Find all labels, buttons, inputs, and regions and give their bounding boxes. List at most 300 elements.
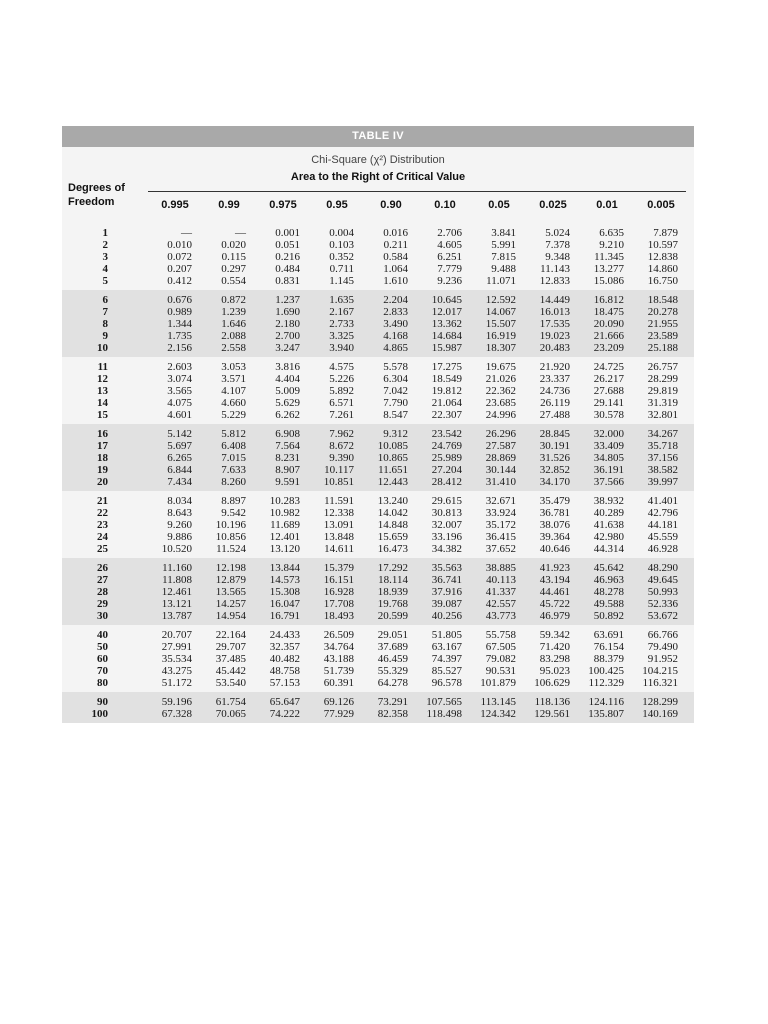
critical-value-cell: 11.524 xyxy=(216,543,246,555)
critical-value-cell: 24.996 xyxy=(485,409,516,421)
critical-value-cell: 31.410 xyxy=(485,476,516,488)
df-cell: 13 xyxy=(97,385,108,397)
df-column xyxy=(62,361,148,421)
critical-value-cell: 28.412 xyxy=(431,476,462,488)
critical-value-cell: 16.791 xyxy=(269,610,300,622)
critical-value-cell: 28.299 xyxy=(647,373,678,385)
critical-value-cell: 21.026 xyxy=(485,373,516,385)
value-column xyxy=(148,562,202,622)
critical-value-cell: 30.144 xyxy=(485,464,516,476)
value-column xyxy=(472,227,526,287)
row-group xyxy=(62,357,694,424)
critical-value-cell: 82.358 xyxy=(377,708,408,720)
critical-value-cell: 0.676 xyxy=(167,294,192,306)
critical-value-cell: 65.647 xyxy=(269,696,300,708)
critical-value-cell: 7.261 xyxy=(329,409,354,421)
critical-value-cell: 63.167 xyxy=(431,641,462,653)
critical-value-cell: 88.379 xyxy=(593,653,624,665)
critical-value-cell: 0.584 xyxy=(383,251,408,263)
value-column xyxy=(256,227,310,287)
critical-value-cell: 20.090 xyxy=(593,318,624,330)
critical-value-cell: 27.204 xyxy=(431,464,462,476)
critical-value-cell: 32.801 xyxy=(647,409,678,421)
critical-value-cell: 10.117 xyxy=(324,464,354,476)
df-column-spacer xyxy=(62,199,148,215)
critical-value-cell: 3.074 xyxy=(167,373,192,385)
critical-value-cell: 9.348 xyxy=(545,251,570,263)
df-cell: 21 xyxy=(97,495,108,507)
critical-value-cell: 12.443 xyxy=(377,476,408,488)
critical-value-cell: 35.534 xyxy=(161,653,192,665)
critical-value-cell: 71.420 xyxy=(539,641,570,653)
critical-value-cell: 113.145 xyxy=(480,696,516,708)
df-cell: 9 xyxy=(102,330,108,342)
critical-value-cell: 112.329 xyxy=(588,677,624,689)
critical-value-cell: 18.493 xyxy=(323,610,354,622)
critical-value-cell: 12.838 xyxy=(647,251,678,263)
row-group xyxy=(62,290,694,357)
critical-value-cell: 13.787 xyxy=(161,610,192,622)
critical-value-cell: 32.852 xyxy=(539,464,570,476)
critical-value-cell: 44.181 xyxy=(647,519,678,531)
critical-value-cell: 27.587 xyxy=(485,440,516,452)
critical-value-cell: 11.345 xyxy=(594,251,624,263)
critical-value-cell: 16.919 xyxy=(485,330,516,342)
value-column xyxy=(526,227,580,287)
header-rule xyxy=(148,191,686,192)
critical-value-cell: — xyxy=(181,227,192,239)
critical-value-cell: 3.247 xyxy=(275,342,300,354)
critical-value-cell: 14.573 xyxy=(269,574,300,586)
critical-value-cell: 24.433 xyxy=(269,629,300,641)
value-column xyxy=(472,428,526,488)
critical-value-cell: 7.790 xyxy=(383,397,408,409)
critical-value-cell: 2.733 xyxy=(329,318,354,330)
critical-value-cell: 3.325 xyxy=(329,330,354,342)
critical-value-cell: 28.869 xyxy=(485,452,516,464)
critical-value-cell: 16.047 xyxy=(269,598,300,610)
critical-value-cell: 55.329 xyxy=(377,665,408,677)
critical-value-cell: 37.916 xyxy=(431,586,462,598)
critical-value-cell: 20.599 xyxy=(377,610,408,622)
value-column xyxy=(256,428,310,488)
critical-value-cell: 70.065 xyxy=(215,708,246,720)
critical-value-cell: 28.845 xyxy=(539,428,570,440)
critical-value-cell: 22.362 xyxy=(485,385,516,397)
df-column xyxy=(62,696,148,720)
value-column xyxy=(364,495,418,555)
critical-value-cell: 40.289 xyxy=(593,507,624,519)
critical-value-cell: 63.691 xyxy=(593,629,624,641)
critical-value-cell: 5.991 xyxy=(491,239,516,251)
critical-value-cell: 0.001 xyxy=(275,227,300,239)
value-column xyxy=(148,294,202,354)
df-cell: 5 xyxy=(102,275,108,287)
value-column xyxy=(202,629,256,689)
critical-value-cell: 12.461 xyxy=(161,586,192,598)
value-column xyxy=(364,428,418,488)
critical-value-cell: 37.689 xyxy=(377,641,408,653)
critical-value-cell: 3.841 xyxy=(491,227,516,239)
df-cell: 22 xyxy=(97,507,108,519)
critical-value-cell: 11.591 xyxy=(324,495,354,507)
critical-value-cell: 101.879 xyxy=(480,677,516,689)
value-column xyxy=(418,696,472,720)
critical-value-cell: 18.549 xyxy=(431,373,462,385)
critical-value-cell: 10.982 xyxy=(269,507,300,519)
critical-value-cell: 20.483 xyxy=(539,342,570,354)
critical-value-cell: 49.588 xyxy=(593,598,624,610)
critical-value-cell: 29.051 xyxy=(377,629,408,641)
critical-value-cell: 31.319 xyxy=(647,397,678,409)
critical-value-cell: 39.364 xyxy=(539,531,570,543)
value-column xyxy=(472,696,526,720)
critical-value-cell: 7.815 xyxy=(491,251,516,263)
critical-value-cell: 26.296 xyxy=(485,428,516,440)
critical-value-cell: 74.397 xyxy=(431,653,462,665)
critical-value-cell: 18.475 xyxy=(593,306,624,318)
column-header: 0.005 xyxy=(647,199,675,211)
critical-value-cell: 32.007 xyxy=(431,519,462,531)
column-header: 0.99 xyxy=(218,199,240,211)
df-cell: 4 xyxy=(102,263,108,275)
critical-value-cell: 100.425 xyxy=(588,665,624,677)
value-column xyxy=(310,428,364,488)
critical-value-cell: 0.831 xyxy=(275,275,300,287)
value-column xyxy=(418,629,472,689)
critical-value-cell: 79.490 xyxy=(647,641,678,653)
critical-value-cell: 2.706 xyxy=(437,227,462,239)
critical-value-cell: 41.638 xyxy=(593,519,624,531)
critical-value-cell: 124.342 xyxy=(480,708,516,720)
critical-value-cell: 3.053 xyxy=(221,361,246,373)
critical-value-cell: 32.671 xyxy=(485,495,516,507)
critical-value-cell: 15.987 xyxy=(431,342,462,354)
critical-value-cell: 9.210 xyxy=(599,239,624,251)
critical-value-cell: 26.119 xyxy=(540,397,570,409)
critical-value-cell: 2.088 xyxy=(221,330,246,342)
value-column xyxy=(256,562,310,622)
column-header: 0.95 xyxy=(326,199,348,211)
critical-value-cell: 33.924 xyxy=(485,507,516,519)
critical-value-cell: 36.781 xyxy=(539,507,570,519)
critical-value-cell: 7.962 xyxy=(329,428,354,440)
critical-value-cell: 48.758 xyxy=(269,665,300,677)
critical-value-cell: 38.076 xyxy=(539,519,570,531)
critical-value-cell: 116.321 xyxy=(642,677,678,689)
critical-value-cell: 67.505 xyxy=(485,641,516,653)
value-column xyxy=(256,696,310,720)
value-column xyxy=(526,696,580,720)
table-banner: TABLE IV xyxy=(62,126,694,147)
critical-value-cell: 21.064 xyxy=(431,397,462,409)
critical-value-cell: 16.151 xyxy=(323,574,354,586)
df-cell: 80 xyxy=(97,677,108,689)
critical-value-cell: 0.207 xyxy=(167,263,192,275)
table-header xyxy=(62,147,694,223)
critical-value-cell: 0.412 xyxy=(167,275,192,287)
value-column xyxy=(418,562,472,622)
critical-value-cell: 8.231 xyxy=(275,452,300,464)
critical-value-cell: 12.338 xyxy=(323,507,354,519)
value-column xyxy=(202,227,256,287)
critical-value-cell: 16.928 xyxy=(323,586,354,598)
df-cell: 50 xyxy=(97,641,108,653)
critical-value-cell: 41.923 xyxy=(539,562,570,574)
critical-value-cell: 5.812 xyxy=(221,428,246,440)
critical-value-cell: 29.819 xyxy=(647,385,678,397)
value-column xyxy=(148,227,202,287)
value-column xyxy=(256,629,310,689)
column-header: 0.10 xyxy=(434,199,456,211)
critical-value-cell: 35.479 xyxy=(539,495,570,507)
critical-value-cell: 27.991 xyxy=(161,641,192,653)
critical-value-cell: 9.390 xyxy=(329,452,354,464)
critical-value-cell: 7.378 xyxy=(545,239,570,251)
value-column xyxy=(526,428,580,488)
critical-value-cell: 1.344 xyxy=(167,318,192,330)
critical-value-cell: 15.659 xyxy=(377,531,408,543)
critical-value-cell: 2.558 xyxy=(221,342,246,354)
df-column xyxy=(62,227,148,287)
critical-value-cell: 7.779 xyxy=(437,263,462,275)
critical-value-cell: 53.540 xyxy=(215,677,246,689)
df-column xyxy=(62,428,148,488)
critical-value-cell: 9.260 xyxy=(167,519,192,531)
critical-value-cell: 13.121 xyxy=(161,598,192,610)
row-group xyxy=(62,692,694,723)
critical-value-cell: 10.856 xyxy=(215,531,246,543)
critical-value-cell: 20.707 xyxy=(161,629,192,641)
critical-value-cell: 7.879 xyxy=(653,227,678,239)
critical-value-cell: 118.136 xyxy=(534,696,570,708)
critical-value-cell: 12.401 xyxy=(269,531,300,543)
value-column xyxy=(364,294,418,354)
critical-value-cell: 0.297 xyxy=(221,263,246,275)
critical-value-cell: 41.401 xyxy=(647,495,678,507)
critical-value-cell: 44.461 xyxy=(539,586,570,598)
critical-value-cell: 35.172 xyxy=(485,519,516,531)
critical-value-cell: 8.643 xyxy=(167,507,192,519)
critical-value-cell: 0.216 xyxy=(275,251,300,263)
value-column xyxy=(202,696,256,720)
critical-value-cell: 129.561 xyxy=(534,708,570,720)
critical-value-cell: 8.260 xyxy=(221,476,246,488)
value-column xyxy=(526,361,580,421)
critical-value-cell: 23.542 xyxy=(431,428,462,440)
critical-value-cell: 4.660 xyxy=(221,397,246,409)
critical-value-cell: 67.328 xyxy=(161,708,192,720)
critical-value-cell: 118.498 xyxy=(426,708,462,720)
critical-value-cell: 8.897 xyxy=(221,495,246,507)
critical-value-cell: 17.708 xyxy=(323,598,354,610)
critical-value-cell: 36.191 xyxy=(593,464,624,476)
value-column xyxy=(310,361,364,421)
critical-value-cell: 17.535 xyxy=(539,318,570,330)
critical-value-cell: 14.684 xyxy=(431,330,462,342)
critical-value-cell: 0.004 xyxy=(329,227,354,239)
critical-value-cell: 50.993 xyxy=(647,586,678,598)
critical-value-cell: 15.086 xyxy=(593,275,624,287)
critical-value-cell: 14.449 xyxy=(539,294,570,306)
critical-value-cell: 9.236 xyxy=(437,275,462,287)
critical-value-cell: 51.172 xyxy=(161,677,192,689)
critical-value-cell: 77.929 xyxy=(323,708,354,720)
critical-value-cell: 13.277 xyxy=(593,263,624,275)
df-cell: 17 xyxy=(97,440,108,452)
value-column xyxy=(202,361,256,421)
critical-value-cell: 2.700 xyxy=(275,330,300,342)
critical-value-cell: 4.168 xyxy=(383,330,408,342)
critical-value-cell: 20.278 xyxy=(647,306,678,318)
critical-value-cell: 13.844 xyxy=(269,562,300,574)
critical-value-cell: 53.672 xyxy=(647,610,678,622)
critical-value-cell: 43.194 xyxy=(539,574,570,586)
critical-value-cell: 11.651 xyxy=(378,464,408,476)
critical-value-cell: 10.283 xyxy=(269,495,300,507)
critical-value-cell: 135.807 xyxy=(588,708,624,720)
critical-value-cell: 30.578 xyxy=(593,409,624,421)
critical-value-cell: 24.725 xyxy=(593,361,624,373)
value-column xyxy=(310,562,364,622)
critical-value-cell: 4.575 xyxy=(329,361,354,373)
critical-value-cell: 16.750 xyxy=(647,275,678,287)
df-cell: 11 xyxy=(97,361,108,373)
df-cell: 10 xyxy=(97,342,108,354)
row-group xyxy=(62,558,694,625)
critical-value-cell: 36.415 xyxy=(485,531,516,543)
critical-value-cell: 0.989 xyxy=(167,306,192,318)
critical-value-cell: 37.566 xyxy=(593,476,624,488)
critical-value-cell: 4.601 xyxy=(167,409,192,421)
critical-value-cell: 13.091 xyxy=(323,519,354,531)
critical-value-cell: 95.023 xyxy=(539,665,570,677)
critical-value-cell: 7.042 xyxy=(383,385,408,397)
critical-value-cell: 1.145 xyxy=(329,275,354,287)
value-column xyxy=(364,629,418,689)
value-column xyxy=(526,294,580,354)
value-column xyxy=(418,495,472,555)
critical-value-cell: 32.357 xyxy=(269,641,300,653)
value-column xyxy=(580,361,634,421)
area-title: Area to the Right of Critical Value xyxy=(290,171,466,183)
critical-value-cell: 21.955 xyxy=(647,318,678,330)
df-cell: 29 xyxy=(97,598,108,610)
critical-value-cell: 44.314 xyxy=(593,543,624,555)
critical-value-cell: 16.473 xyxy=(377,543,408,555)
value-column xyxy=(148,361,202,421)
critical-value-cell: 124.116 xyxy=(588,696,624,708)
critical-value-cell: 8.547 xyxy=(383,409,408,421)
critical-value-cell: 7.633 xyxy=(221,464,246,476)
row-group xyxy=(62,424,694,491)
critical-value-cell: 24.769 xyxy=(431,440,462,452)
value-column xyxy=(580,629,634,689)
critical-value-cell: 2.167 xyxy=(329,306,354,318)
critical-value-cell: 29.707 xyxy=(215,641,246,653)
value-column xyxy=(202,294,256,354)
critical-value-cell: 4.605 xyxy=(437,239,462,251)
critical-value-cell: 1.635 xyxy=(329,294,354,306)
critical-value-cell: 15.308 xyxy=(269,586,300,598)
critical-value-cell: 5.142 xyxy=(167,428,192,440)
critical-value-cell: 38.932 xyxy=(593,495,624,507)
critical-value-cell: 40.256 xyxy=(431,610,462,622)
critical-value-cell: 8.034 xyxy=(167,495,192,507)
critical-value-cell: 36.741 xyxy=(431,574,462,586)
table-body xyxy=(62,223,694,723)
value-column xyxy=(634,696,688,720)
critical-value-cell: 0.020 xyxy=(221,239,246,251)
critical-value-cell: 13.565 xyxy=(215,586,246,598)
value-column xyxy=(526,495,580,555)
degrees-of-freedom-header: Degrees of Freedom xyxy=(68,182,125,208)
critical-value-cell: 34.764 xyxy=(323,641,354,653)
critical-value-cell: 46.459 xyxy=(377,653,408,665)
critical-value-cell: 79.082 xyxy=(485,653,516,665)
critical-value-cell: 48.278 xyxy=(593,586,624,598)
value-column xyxy=(256,495,310,555)
critical-value-cell: 27.488 xyxy=(539,409,570,421)
value-column xyxy=(580,696,634,720)
critical-value-cell: 46.928 xyxy=(647,543,678,555)
critical-value-cell: — xyxy=(235,227,246,239)
df-cell: 30 xyxy=(97,610,108,622)
critical-value-cell: 16.812 xyxy=(593,294,624,306)
column-header: 0.025 xyxy=(539,199,567,211)
critical-value-cell: 0.484 xyxy=(275,263,300,275)
critical-value-cell: 11.160 xyxy=(162,562,192,574)
critical-value-cell: 6.304 xyxy=(383,373,408,385)
value-column xyxy=(364,562,418,622)
critical-value-cell: 45.559 xyxy=(647,531,678,543)
df-cell: 23 xyxy=(97,519,108,531)
df-cell: 24 xyxy=(97,531,108,543)
critical-value-cell: 30.813 xyxy=(431,507,462,519)
chi-square-table xyxy=(62,126,694,723)
critical-value-cell: 1.239 xyxy=(221,306,246,318)
critical-value-cell: 1.735 xyxy=(167,330,192,342)
critical-value-cell: 1.646 xyxy=(221,318,246,330)
column-header: 0.995 xyxy=(161,199,189,211)
critical-value-cell: 24.736 xyxy=(539,385,570,397)
column-header: 0.05 xyxy=(488,199,510,211)
value-column xyxy=(580,495,634,555)
value-column xyxy=(310,227,364,287)
critical-value-cell: 140.169 xyxy=(642,708,678,720)
value-column xyxy=(418,361,472,421)
critical-value-cell: 22.307 xyxy=(431,409,462,421)
critical-value-cell: 23.337 xyxy=(539,373,570,385)
critical-value-cell: 34.267 xyxy=(647,428,678,440)
df-cell: 28 xyxy=(97,586,108,598)
value-column xyxy=(148,696,202,720)
critical-value-cell: 14.954 xyxy=(215,610,246,622)
critical-value-cell: 76.154 xyxy=(593,641,624,653)
value-column xyxy=(634,361,688,421)
value-column xyxy=(418,428,472,488)
critical-value-cell: 4.865 xyxy=(383,342,408,354)
value-column xyxy=(310,696,364,720)
critical-value-cell: 2.833 xyxy=(383,306,408,318)
column-header: 0.01 xyxy=(596,199,618,211)
critical-value-cell: 17.292 xyxy=(377,562,408,574)
df-cell: 40 xyxy=(97,629,108,641)
critical-value-cell: 48.290 xyxy=(647,562,678,574)
critical-value-cell: 7.564 xyxy=(275,440,300,452)
critical-value-cell: 8.672 xyxy=(329,440,354,452)
critical-value-cell: 5.024 xyxy=(545,227,570,239)
